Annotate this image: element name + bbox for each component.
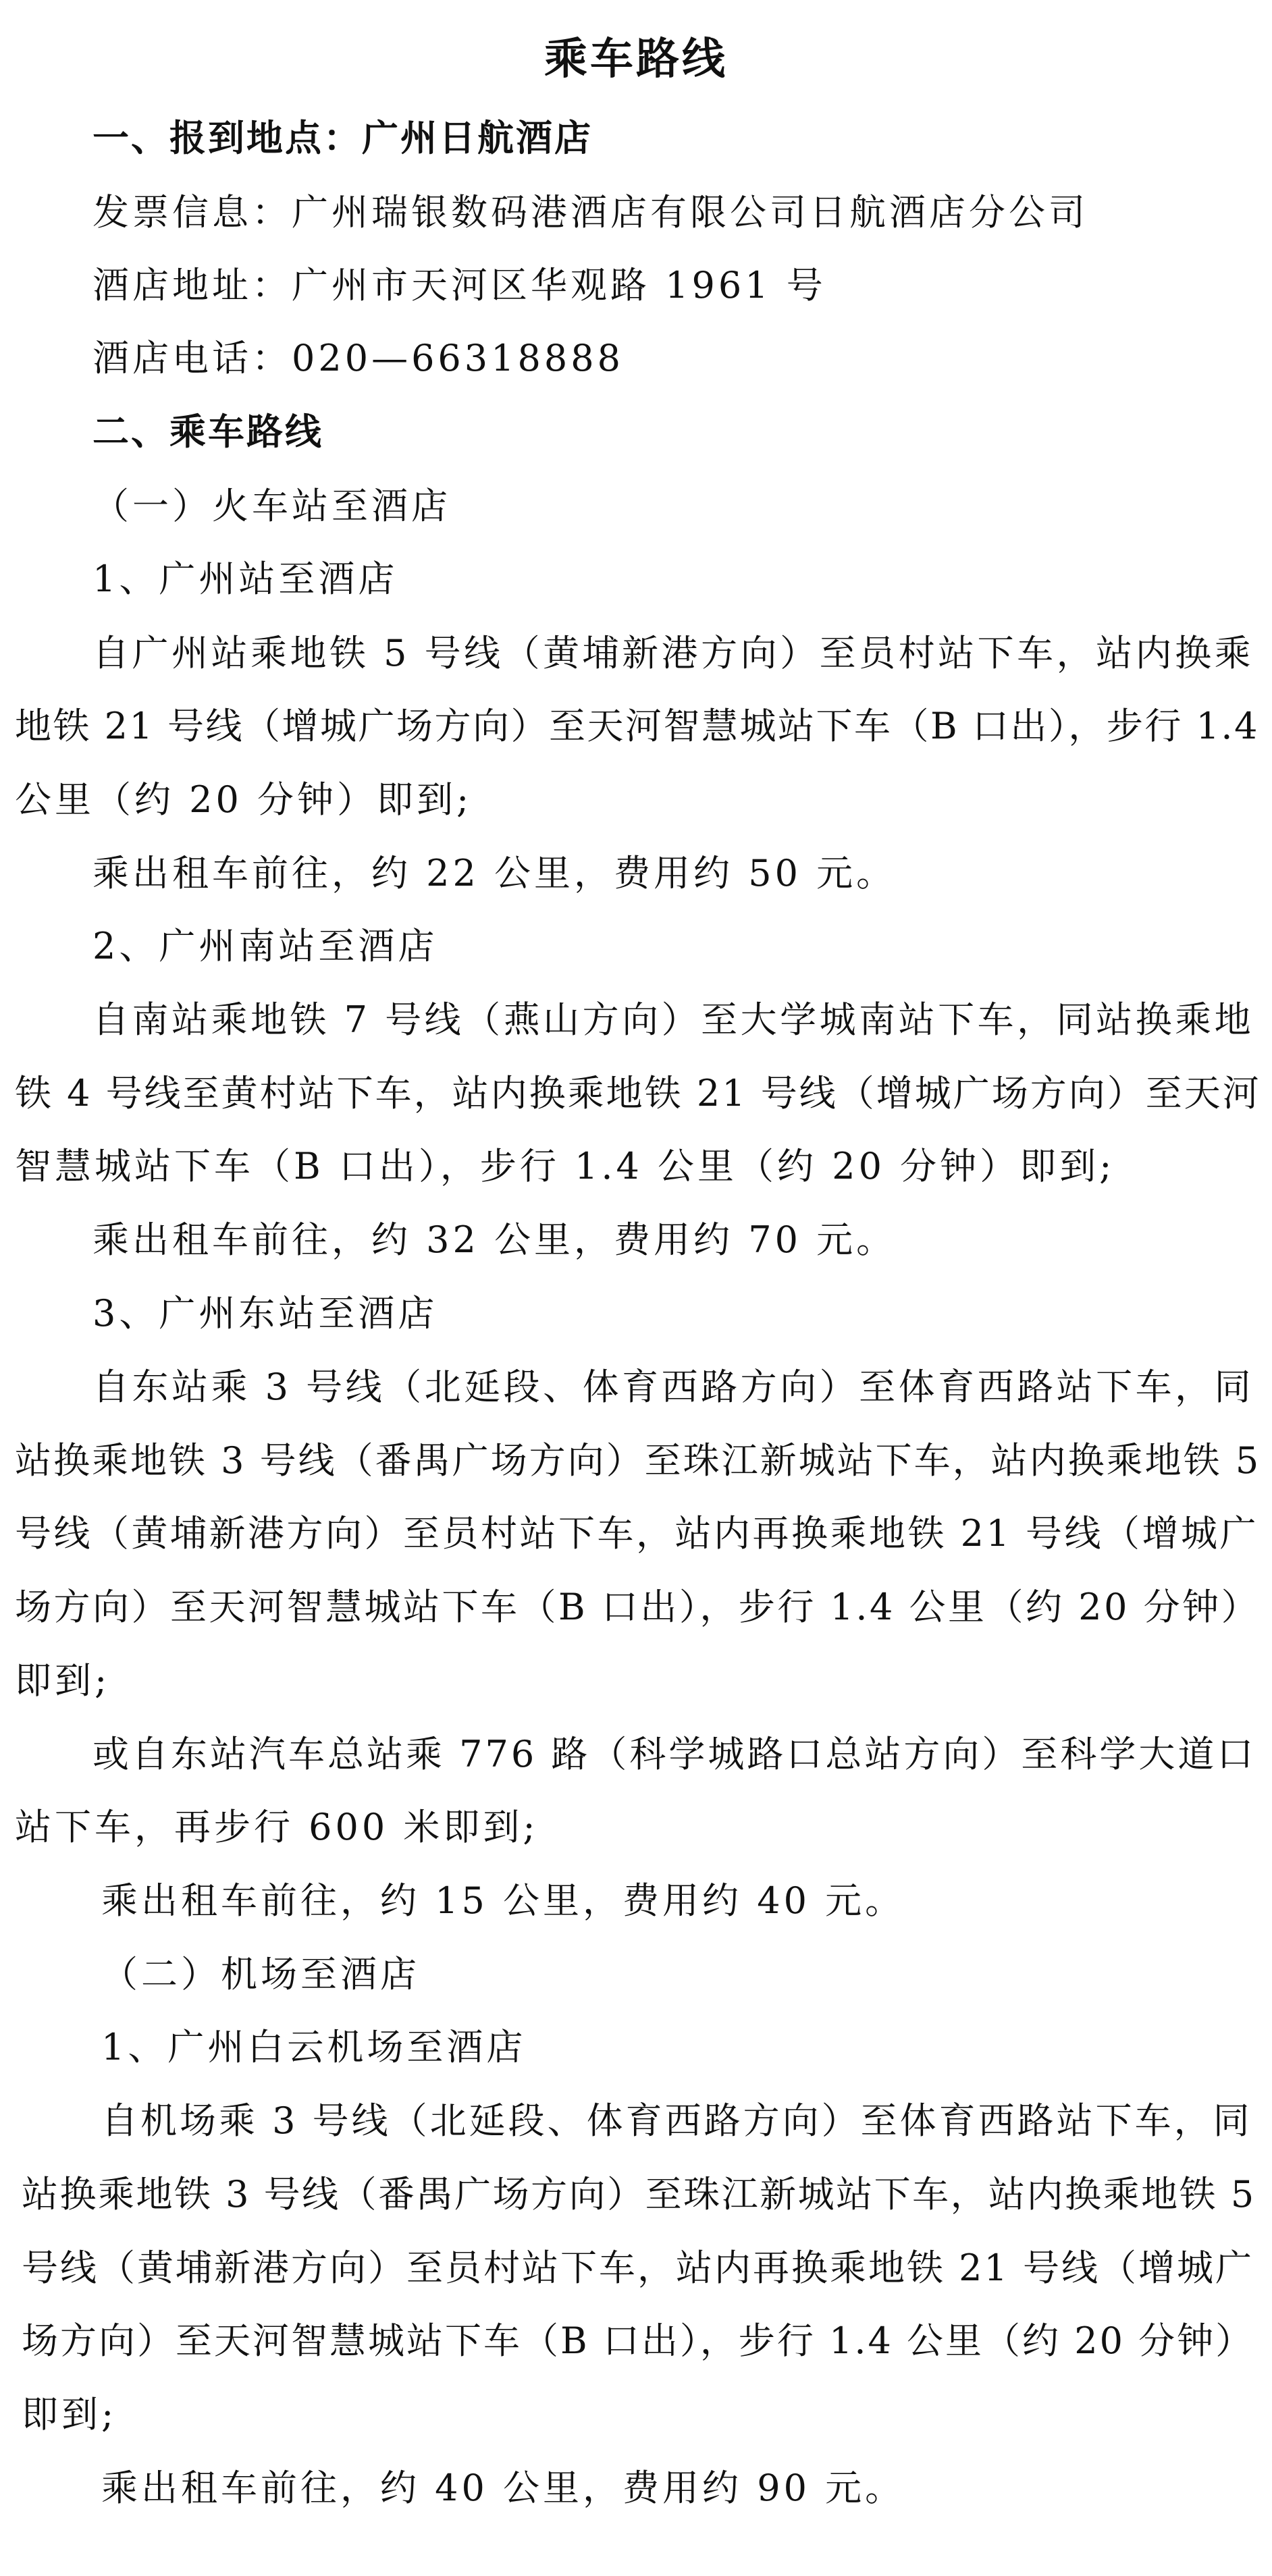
page-title: 乘车路线 bbox=[544, 34, 728, 84]
route-title-guangzhou-east-station: 3、广州东站至酒店 bbox=[92, 1292, 438, 1335]
route-text-line: 站下车，再步行 600 米即到; bbox=[15, 1806, 539, 1848]
route-title-guangzhou-station: 1、广州站至酒店 bbox=[92, 558, 398, 600]
hotel-address: 酒店地址：广州市天河区华观路 1961 号 bbox=[92, 264, 826, 306]
route-text-line: 号线（黄埔新港方向）至员村站下车，站内再换乘地铁 21 号线（增城广 bbox=[15, 1512, 1259, 1555]
subsection-heading-airport: （二）机场至酒店 bbox=[101, 1953, 420, 1995]
subsection-heading-train-stations: （一）火车站至酒店 bbox=[92, 485, 451, 527]
section-heading-check-in: 一、报到地点：广州日航酒店 bbox=[92, 117, 593, 159]
route-text-line: 自广州站乘地铁 5 号线（黄埔新港方向）至员村站下车，站内换乘 bbox=[92, 632, 1254, 674]
route-title-guangzhou-south-station: 2、广州南站至酒店 bbox=[92, 925, 438, 967]
section-heading-routes: 二、乘车路线 bbox=[92, 410, 323, 453]
route-title-baiyun-airport: 1、广州白云机场至酒店 bbox=[101, 2026, 527, 2068]
route-text-line: 场方向）至天河智慧城站下车（B 口出），步行 1.4 公里（约 20 分钟） bbox=[15, 1586, 1261, 1628]
route-text-line: 即到; bbox=[15, 1659, 111, 1702]
route-text-line: 号线（黄埔新港方向）至员村站下车，站内再换乘地铁 21 号线（增城广 bbox=[22, 2247, 1254, 2289]
route-text-line: 智慧城站下车（B 口出），步行 1.4 公里（约 20 分钟）即到; bbox=[15, 1145, 1115, 1187]
route-text-line: 自东站乘 3 号线（北延段、体育西路方向）至体育西路站下车，同 bbox=[92, 1366, 1254, 1408]
route-text-line: 地铁 21 号线（增城广场方向）至天河智慧城站下车（B 口出），步行 1.4 bbox=[15, 705, 1259, 747]
taxi-info: 乘出租车前往，约 40 公里，费用约 90 元。 bbox=[101, 2467, 905, 2509]
route-text-line: 场方向）至天河智慧城站下车（B 口出），步行 1.4 公里（约 20 分钟） bbox=[22, 2319, 1254, 2362]
taxi-info: 乘出租车前往，约 32 公里，费用约 70 元。 bbox=[92, 1218, 897, 1261]
route-text-line: 或自东站汽车总站乘 776 路（科学城路口总站方向）至科学大道口 bbox=[92, 1733, 1256, 1775]
route-text-line: 铁 4 号线至黄村站下车，站内换乘地铁 21 号线（增城广场方向）至天河 bbox=[15, 1072, 1261, 1115]
route-text-line: 站换乘地铁 3 号线（番禺广场方向）至珠江新城站下车，站内换乘地铁 5 bbox=[15, 1439, 1261, 1482]
route-text-line: 自机场乘 3 号线（北延段、体育西路方向）至体育西路站下车，同 bbox=[101, 2099, 1252, 2142]
hotel-phone: 酒店电话：020—66318888 bbox=[92, 337, 624, 379]
route-text-line: 公里（约 20 分钟）即到; bbox=[15, 778, 473, 821]
taxi-info: 乘出租车前往，约 22 公里，费用约 50 元。 bbox=[92, 852, 897, 894]
route-text-line: 站换乘地铁 3 号线（番禺广场方向）至珠江新城站下车，站内换乘地铁 5 bbox=[22, 2173, 1256, 2216]
route-text-line: 即到; bbox=[22, 2393, 117, 2436]
taxi-info: 乘出租车前往，约 15 公里，费用约 40 元。 bbox=[101, 1879, 905, 1922]
route-text-line: 自南站乘地铁 7 号线（燕山方向）至大学城南站下车，同站换乘地 bbox=[92, 998, 1254, 1041]
invoice-info: 发票信息：广州瑞银数码港酒店有限公司日航酒店分公司 bbox=[92, 191, 1088, 234]
